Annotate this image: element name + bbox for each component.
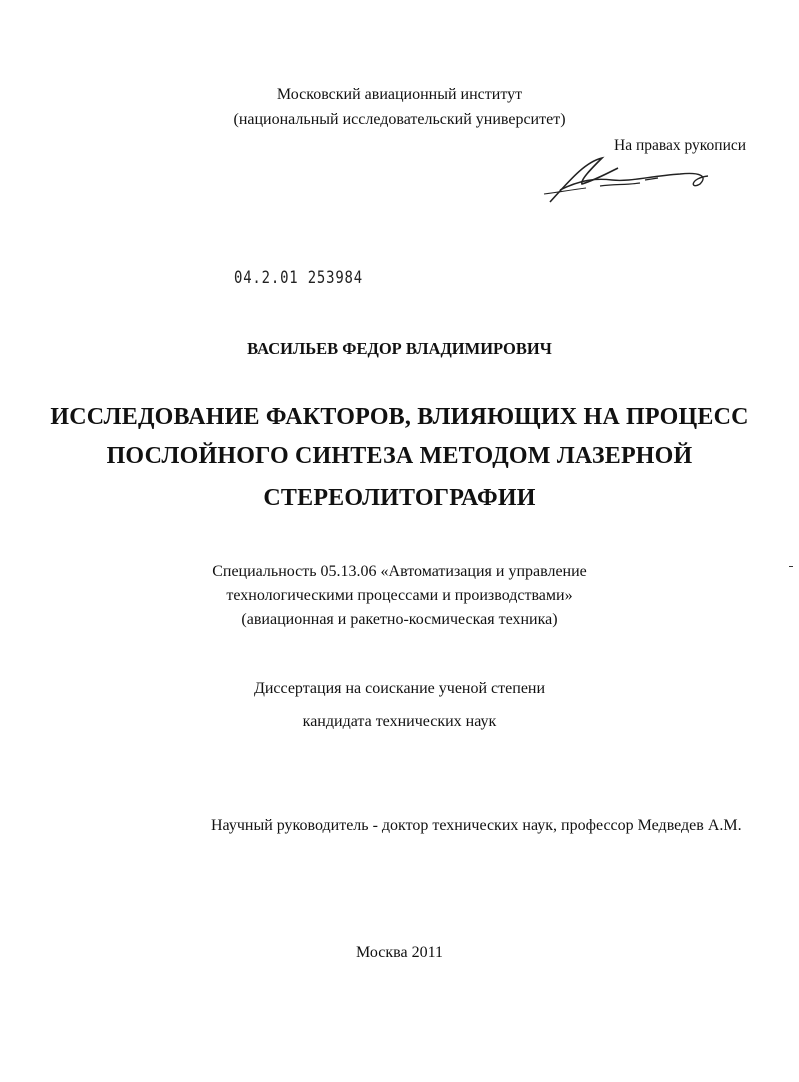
thesis-title-line-1: ИССЛЕДОВАНИЕ ФАКТОРОВ, ВЛИЯЮЩИХ НА ПРОЦЕСС: [50, 404, 749, 430]
specialty-line-2: технологическими процессами и производствами»: [226, 587, 573, 604]
thesis-title-line-2: ПОСЛОЙНОГО СИНТЕЗА МЕТОДОМ ЛАЗЕРНОЙ: [106, 443, 693, 469]
registration-stamp: 04.2.01 253984: [234, 268, 363, 288]
author-name: ВАСИЛЬЕВ ФЕДОР ВЛАДИМИРОВИЧ: [247, 339, 552, 358]
scientific-supervisor: Научный руководитель - доктор технических наук, профессор Медведев А.М.: [211, 817, 742, 834]
specialty-line-3: (авиационная и ракетно-космическая техника): [241, 611, 558, 628]
city-year: Москва 2011: [356, 944, 443, 961]
institute-name: Московский авиационный институт: [276, 86, 523, 103]
handwritten-signature: [540, 150, 720, 210]
institute-subtitle: (национальный исследовательский университет): [233, 111, 566, 128]
margin-mark: [789, 566, 793, 567]
thesis-title-line-3: СТЕРЕОЛИТОГРАФИИ: [263, 485, 536, 511]
manuscript-rights: На правах рукописи: [614, 137, 747, 154]
degree-line-2: кандидата технических наук: [302, 713, 497, 730]
degree-line-1: Диссертация на соискание ученой степени: [253, 680, 546, 697]
specialty-line-1: Специальность 05.13.06 «Автоматизация и управление: [212, 563, 587, 580]
